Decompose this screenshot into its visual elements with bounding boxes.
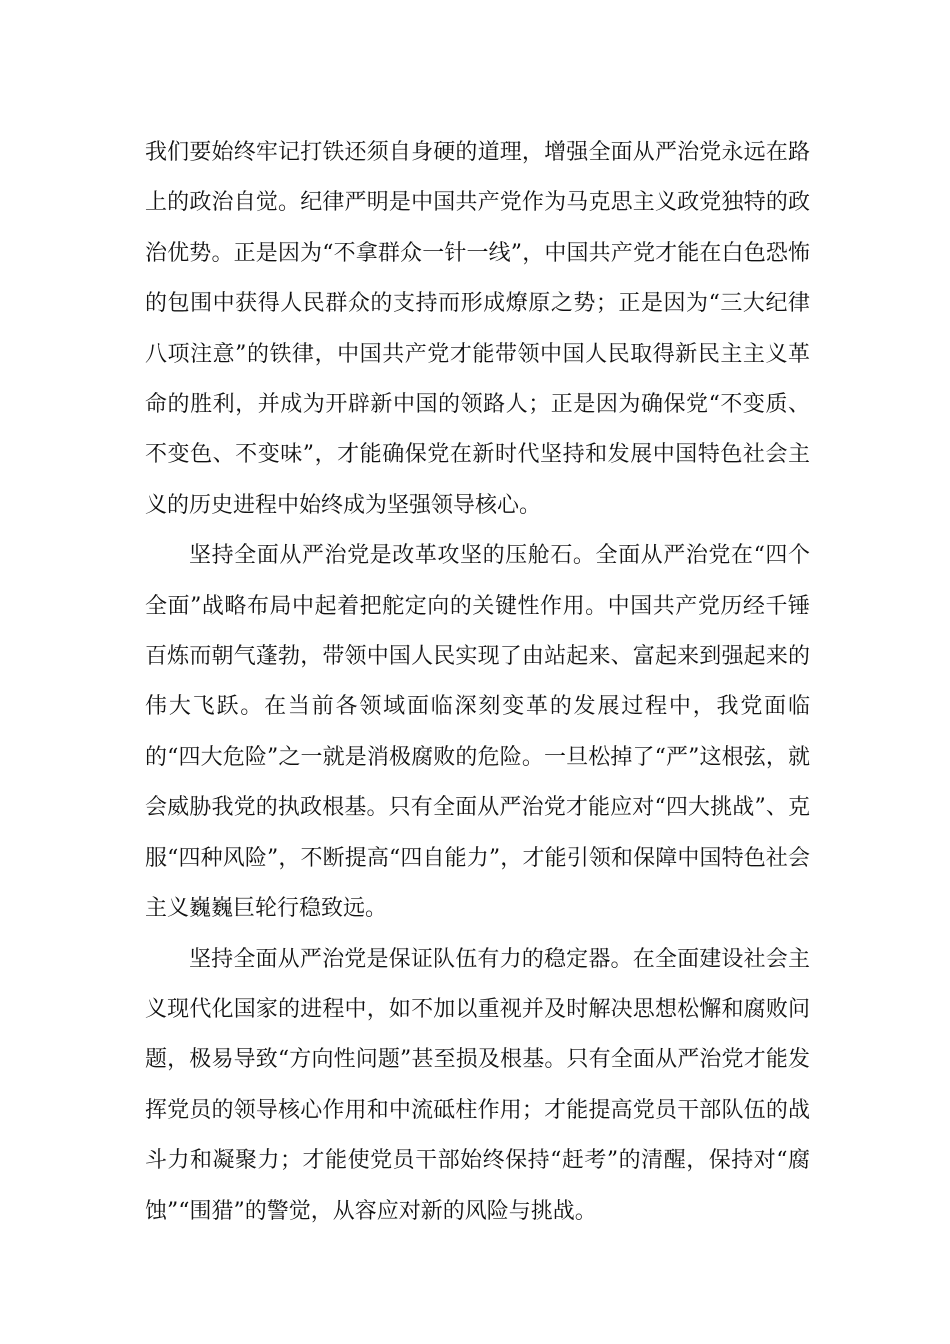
document-body xyxy=(145,128,810,1237)
paragraph-1: 我们要始终牢记打铁还须自身硬的道理，增强全面从严治党永远在路上的政治自觉。纪律严明是中国共产党作为马克思主义政党独特的政治优势。正是因为“不拿群众一针一线”，中国共产党才能在白色恐怖的包围中获得人民群众的支持而形成燎原之势；正是因为“三大纪律八项注意”的铁律，中国共产党才能带领中国人民取得新民主主义革命的胜利，并成为开辟新中国的领路人；正是因为确保党“不变质、不变色、不变味”，才能确保党在新时代坚持和发展中国特色社会主义的历史进程中始终成为坚强领导核心。 xyxy=(145,140,810,518)
paragraph-2: 坚持全面从严治党是改革攻坚的压舱石。全面从严治党在“四个全面”战略布局中起着把舵定向的关键性作用。中国共产党历经千锤百炼而朝气蓬勃，带领中国人民实现了由站起来、富起来到强起来的伟大飞跃。在当前各领域面临深刻变革的发展过程中，我党面临的“四大危险”之一就是消极腐败的危险。一旦松掉了“严”这根弦，就会威胁我党的执政根基。只有全面从严治党才能应对“四大挑战”、克服“四种风险”，不断提高“四自能力”，才能引领和保障中国特色社会主义巍巍巨轮行稳致远。 xyxy=(145,543,810,922)
paragraph-3: 坚持全面从严治党是保证队伍有力的稳定器。在全面建设社会主义现代化国家的进程中，如不加以重视并及时解决思想松懈和腐败问题，极易导致“方向性问题”甚至损及根基。只有全面从严治党才能发挥党员的领导核心作用和中流砥柱作用；才能提高党员干部队伍的战斗力和凝聚力；才能使党员干部始终保持“赶考”的清醒，保持对“腐蚀”“围猎”的警觉，从容应对新的风险与挑战。 xyxy=(145,946,810,1224)
